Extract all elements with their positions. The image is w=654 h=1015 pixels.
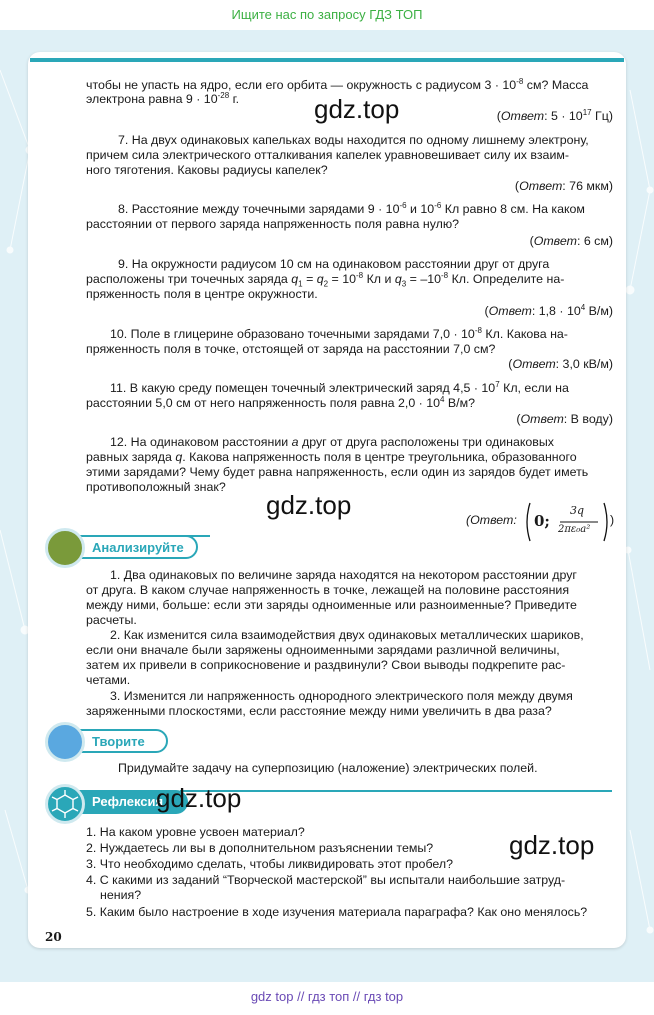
reflex-q1: 1. На каком уровне усвоен материал? [86,825,305,839]
formula-zero: 0; [534,512,550,530]
analyze-heading: Анализируйте [56,535,198,559]
p12-answer-close: ) [610,513,615,527]
p11-answer: (Ответ: В воду) [516,412,613,426]
formula-denominator: 2πε₀a² [558,524,591,535]
p6-answer: (Ответ: $5 \cdot 10^{17}$ Гц) [496,107,613,123]
p7-answer: (Ответ: 76 мкм) [514,179,613,193]
analyze-icon [45,528,85,568]
a1-line3: между ними, больше: если эти заряды одноименные или разноименные? Приведите [86,598,577,612]
p7-line1: 7. На двух одинаковых капельках воды находится по одному лишнему электрону, [118,133,589,147]
a1-line1: 1. Два одинаковых по величине заряда находятся на некотором расстоянии друг [110,568,577,582]
p6-line2: электрона равна $9 \cdot 10^{-28}$ г. [86,90,240,106]
p12-line3: этими зарядами? Чему будет равна напряженность, если один из зарядов будет иметь [86,465,589,479]
p8-answer: (Ответ: 6 см) [529,234,613,248]
p12-line1: 12. На одинаковом расстоянии a друг от друга расположены три одинаковых [110,435,554,449]
create-heading: Творите [56,729,168,753]
reflex-q5: 5. Каким было настроение в ходе изучения материала параграфа? Как оно менялось? [86,905,588,919]
p12-line4: противоположный знак? [86,480,226,494]
a2-line4: четами. [86,673,131,687]
p10-line1: 10. Поле в глицерине образовано точечными зарядами $7,0 \cdot 10^{-8}$ Кл. Какова на- [110,325,568,341]
p12-line2: равных заряда q. Какова напряженность поля в центре треугольника, образованного [86,450,577,464]
reflex-heading: Рефлексия [58,790,188,814]
a3-line1: 3. Изменится ли напряженность однородного электрического поля между двумя [110,689,573,703]
create-icon [45,722,85,762]
p8-line2: расстоянии от первого заряда напряженность поля равна нулю? [86,217,460,231]
reflex-q3: 3. Что необходимо сделать, чтобы ликвидировать этот пробел? [86,857,454,871]
a3-line2: заряженными плоскостями, если расстояние между ними увеличить в два раза? [86,704,552,718]
reflex-q4-line1: 4. С какими из заданий “Творческой мастерской” вы испытали наибольшие затруд- [86,873,566,887]
p6-line1: чтобы не упасть на ядро, если его орбита — окружность с радиусом $3 \cdot 10^{-8}$ см? Масса [86,76,589,92]
watermark-2: gdz.top [266,490,352,520]
reflex-icon [45,784,85,824]
watermark-3: gdz.top [156,783,242,813]
top-banner[interactable]: Ищите нас по запросу ГДЗ ТОП [231,7,423,22]
p9-line1: 9. На окружности радиусом 10 см на одинаковом расстоянии друг от друга [118,257,550,271]
p7-line2: причем сила электрического отталкивания капелек уравновешивает силу их взаим- [86,148,570,162]
formula-numerator: 3q [570,504,585,517]
reflex-q4-line2: нения? [100,888,142,902]
card-top-line [30,58,624,62]
p12-answer-formula [524,500,615,544]
page-number: 20 [45,930,62,944]
network-icon [48,787,82,821]
a2-line3: затем их привели в соприкосновение и раздвинули? Свои выводы подкрепите рас- [86,658,566,672]
a2-line1: 2. Как изменится сила взаимодействия двух одинаковых металлических шариков, [110,628,584,642]
footer-links[interactable]: gdz top // гдз топ // гдз top [250,989,404,1004]
p11-line1: 11. В какую среду помещен точечный электрический заряд $4,5 \cdot 10^7$ Кл, если на [110,379,569,395]
a1-line2: от друга. В каком случае напряженность в точке, лежащей на половине расстояния [86,583,570,597]
create-task: Придумайте задачу на суперпозицию (наложение) электрических полей. [118,761,538,775]
p8-line1: 8. Расстояние между точечными зарядами $9 \cdot 10^{-6}$ и $10^{-6}$ Кл равно 8 см. На каком [118,200,585,216]
watermark-4: gdz.top [509,830,595,860]
reflex-line [180,790,612,792]
a1-line4: расчеты. [86,613,137,627]
p9-answer: (Ответ: $1,8 \cdot 10^4$ В/м) [484,302,613,318]
p11-line2: расстоянии 5,0 см от него напряженность поля равна $2,0 \cdot 10^4$ В/м? [86,394,476,410]
p9-line2: расположены три точечных заряда $q_1 = q_2 = 10^{-8}$ Кл и $q_3 = -10^{-8}$ Кл. Определите на- [86,270,565,289]
p12-answer-label: (Ответ: [466,513,517,527]
p10-answer: (Ответ: 3,0 кВ/м) [508,357,613,371]
watermark-1: gdz.top [314,94,400,124]
p9-line3: пряженность поля в центре окружности. [86,287,318,301]
p7-line3: ного тяготения. Каковы радиусы капелек? [86,163,328,177]
a2-line2: если они вначале были заряжены одноименными зарядами различной величины, [86,643,560,657]
p10-line2: пряженность поля в точке, отстоящей от заряда на расстоянии 7,0 см? [86,342,496,356]
reflex-q2: 2. Нуждаетесь ли вы в дополнительном разъяснении темы? [86,841,434,855]
